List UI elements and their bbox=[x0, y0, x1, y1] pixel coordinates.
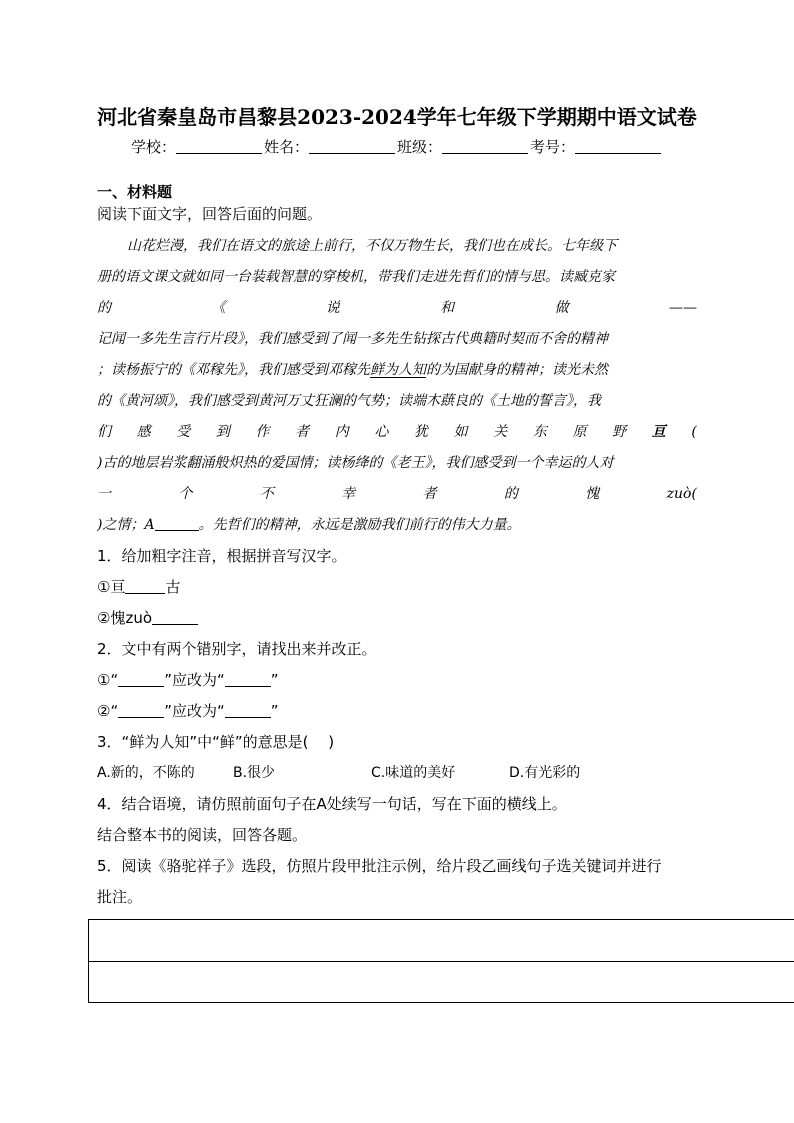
exam-no-blank[interactable] bbox=[575, 139, 661, 154]
section-instruction: 阅读下面文字，回答后面的问题。 bbox=[97, 205, 323, 223]
question-1b bbox=[97, 607, 697, 629]
passage-char: 说 bbox=[325, 300, 340, 316]
passage-char: 幸 bbox=[341, 486, 356, 502]
passage-char: 者 bbox=[422, 486, 437, 502]
passage-char: 愧 bbox=[585, 486, 600, 502]
passage-line-4: 记闻一多先生言行片段》，我们感受到了闻一多先生钻探古代典籍时契而不舍的精神 bbox=[97, 331, 608, 347]
passage-char: 关 bbox=[493, 424, 508, 440]
q2a-close-quote: ” bbox=[270, 671, 279, 689]
passage-char: 和 bbox=[440, 300, 455, 316]
student-info-row bbox=[0, 136, 794, 157]
name-blank[interactable] bbox=[309, 139, 395, 154]
answer-table bbox=[88, 919, 794, 1003]
passage-char: 作 bbox=[255, 424, 270, 440]
question-4: 4．结合语境，请仿照前面句子在A处续写一句话，写在下面的横线上。 bbox=[97, 795, 567, 813]
passage-line-7 bbox=[97, 421, 697, 443]
answer-row[interactable] bbox=[89, 920, 794, 962]
passage-char: 到 bbox=[215, 424, 230, 440]
school-blank[interactable] bbox=[176, 139, 262, 154]
passage-text: 。先哲们的精神，永远是激励我们前行的伟大力量。 bbox=[198, 517, 521, 533]
passage-char: 感 bbox=[136, 424, 151, 440]
passage-line-5 bbox=[97, 359, 697, 381]
q1a-label: ①亘 bbox=[97, 578, 126, 596]
question-2: 2．文中有两个错别字，请找出来并改正。 bbox=[97, 640, 377, 658]
section-heading: 一、材料题 bbox=[97, 183, 173, 201]
passage-char: 犹 bbox=[414, 424, 428, 440]
passage-text: ；读杨振宁的《邓稼先》，我们感受到邓稼先 bbox=[97, 362, 370, 378]
underlined-phrase: 鲜为人知 bbox=[370, 362, 426, 378]
bold-char: 亘 bbox=[651, 424, 666, 440]
q3-option-c[interactable]: C.味道的美好 bbox=[371, 765, 456, 781]
passage-char: 内 bbox=[334, 424, 349, 440]
exam-no-label: 考号： bbox=[530, 138, 576, 156]
passage-line-10 bbox=[97, 514, 697, 536]
blank-a[interactable] bbox=[155, 516, 199, 531]
passage-text: )之情；A bbox=[97, 517, 155, 533]
passage-char: 心 bbox=[374, 424, 389, 440]
question-5-line-2: 批注。 bbox=[97, 888, 143, 906]
passage-line-3 bbox=[97, 297, 697, 319]
passage-char: 受 bbox=[176, 424, 191, 440]
name-label: 姓名： bbox=[263, 138, 309, 156]
q1a-tail: 古 bbox=[165, 578, 181, 596]
passage-char: zuò( bbox=[666, 486, 697, 502]
passage-char: ( bbox=[691, 424, 697, 440]
question-5-line-1: 5．阅读《骆驼祥子》选段，仿照片段甲批注示例，给片段乙画线句子选关键词并进行 bbox=[97, 857, 662, 875]
school-label: 学校： bbox=[130, 138, 176, 156]
passage-char: 们 bbox=[97, 424, 111, 440]
passage-line-8: )古的地层岩浆翻涌般炽热的爱国情；读杨绛的《老王》，我们感受到一个幸运的人对 bbox=[97, 455, 614, 471]
passage-char: 的 bbox=[503, 486, 518, 502]
q1b-label: ②愧zuò bbox=[97, 609, 153, 627]
passage-line-2: 册的语文课文就如同一台装载智慧的穿梭机，带我们走进先哲们的情与思。读臧克家 bbox=[97, 269, 615, 285]
passage-line-9 bbox=[97, 483, 697, 505]
q2b-correct-blank[interactable] bbox=[225, 703, 271, 718]
passage-char: 如 bbox=[453, 424, 468, 440]
answer-row[interactable] bbox=[89, 962, 794, 1004]
question-3: 3．“鲜为人知”中“鲜”的意思是( ) bbox=[97, 733, 335, 751]
class-label: 班级： bbox=[397, 138, 443, 156]
q3-option-b[interactable]: B.很少 bbox=[233, 765, 276, 781]
passage-char: 东 bbox=[532, 424, 547, 440]
passage-char: 的 bbox=[97, 300, 111, 316]
passage-char: 《 bbox=[211, 300, 226, 316]
passage-char: 野 bbox=[612, 424, 627, 440]
q3-option-a[interactable]: A.新的，不陈的 bbox=[97, 765, 195, 781]
q2a-change-to: ”应改为“ bbox=[164, 671, 225, 689]
passage-line-6: 的《黄河颂》，我们感受到黄河万丈狂澜的气势；读端木蕻良的《土地的誓言》，我 bbox=[97, 393, 601, 409]
passage-char: 不 bbox=[259, 486, 274, 502]
question-3-options bbox=[97, 762, 697, 784]
passage-char: 个 bbox=[178, 486, 193, 502]
q2b-change-to: ”应改为“ bbox=[164, 702, 225, 720]
passage-char: 原 bbox=[572, 424, 587, 440]
q2b-open-quote: ②“ bbox=[97, 702, 119, 720]
page-title: 河北省秦皇岛市昌黎县2023-2024学年七年级下学期期中语文试卷 bbox=[97, 105, 697, 129]
q2a-open-quote: ①“ bbox=[97, 671, 119, 689]
question-1: 1．给加粗字注音，根据拼音写汉字。 bbox=[97, 547, 347, 565]
passage-text: 的为国献身的精神；读光未然 bbox=[426, 362, 608, 378]
q2b-close-quote: ” bbox=[270, 702, 279, 720]
passage-char: 一 bbox=[97, 486, 111, 502]
question-2a bbox=[97, 669, 697, 691]
q2a-correct-blank[interactable] bbox=[225, 672, 271, 687]
passage-char: —— bbox=[668, 300, 697, 316]
question-1a bbox=[97, 576, 697, 598]
q3-option-d[interactable]: D.有光彩的 bbox=[509, 765, 581, 781]
passage-line-1: 山花烂漫，我们在语文的旅途上前行，不仅万物生长，我们也在成长。七年级下 bbox=[127, 238, 617, 254]
q2b-wrong-blank[interactable] bbox=[118, 703, 164, 718]
q1a-blank[interactable] bbox=[125, 579, 165, 594]
class-blank[interactable] bbox=[442, 139, 528, 154]
passage-char: 做 bbox=[554, 300, 569, 316]
q2a-wrong-blank[interactable] bbox=[118, 672, 164, 687]
question-2b bbox=[97, 700, 697, 722]
passage-char: 者 bbox=[295, 424, 310, 440]
q1b-blank[interactable] bbox=[152, 610, 198, 625]
reading-intro: 结合整本书的阅读，回答各题。 bbox=[97, 826, 308, 844]
